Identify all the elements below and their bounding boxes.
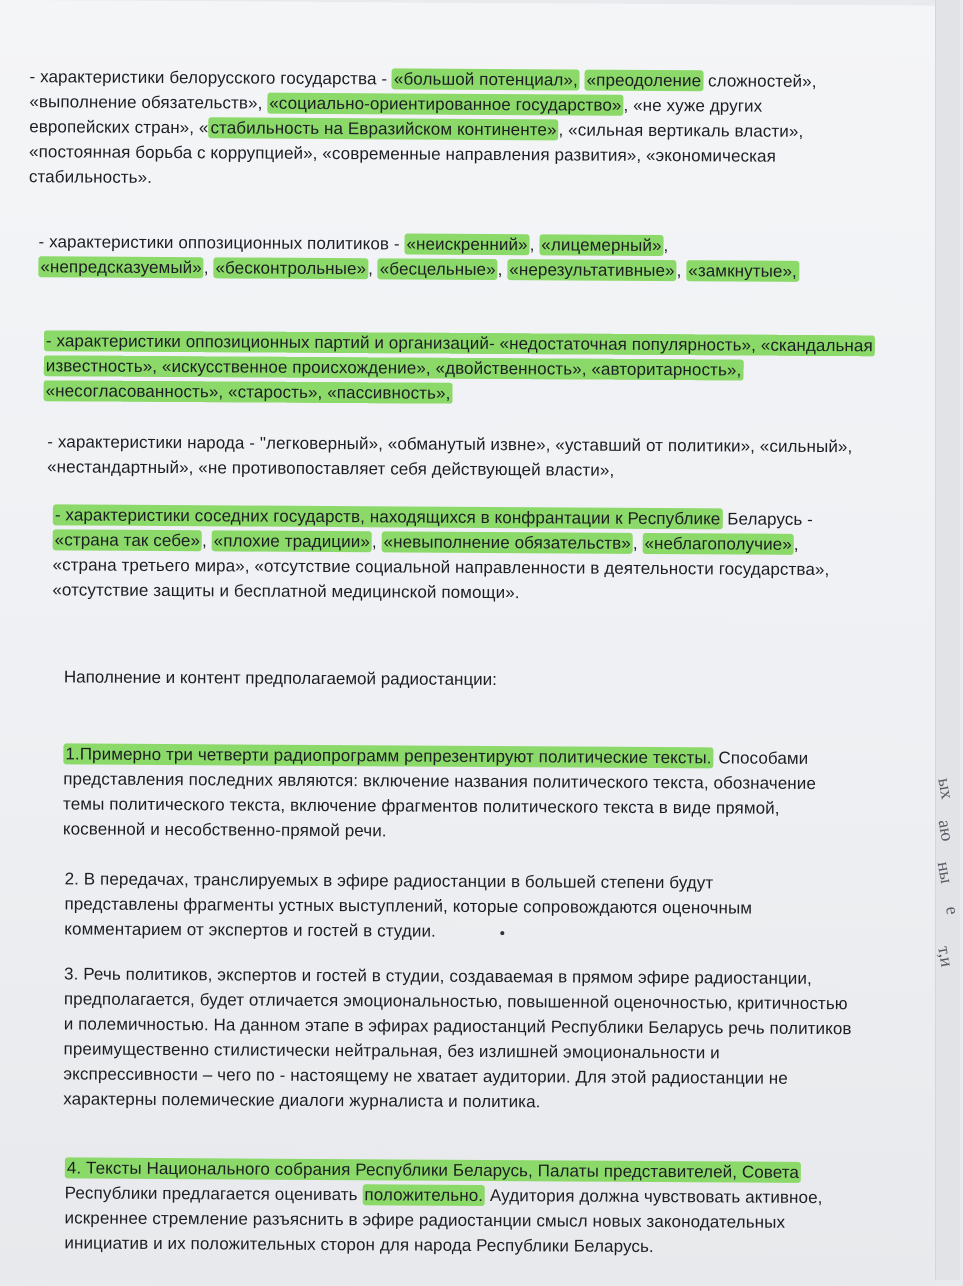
paragraph-opposition-politicians (38, 229, 828, 284)
highlighted-text: «социально-ориентированное государство» (267, 93, 623, 116)
paragraph-belarus-state (29, 64, 840, 194)
highlighted-text: «неискренний» (404, 233, 529, 255)
highlighted-text: «нерезультативные» (507, 259, 676, 281)
list-item-4 (64, 1155, 855, 1260)
body-text: , (529, 235, 540, 255)
section-heading: Наполнение и контент предполагаемой радиостанции: (63, 667, 497, 690)
body-text: , (203, 258, 214, 278)
paragraph-opposition-parties (44, 328, 874, 408)
highlighted-text: - характеристики соседних государств, находящихся в конфрантации к Республике (53, 504, 723, 529)
edge-text-fragment: е (941, 904, 963, 917)
body-text: , (368, 259, 378, 279)
highlighted-text: 1.Примерно три четверти радиопрограмм репрезентируют политические тексты. (63, 743, 713, 768)
body-text: Способами представления последних являются: включение названия политического текста, обозначение темы политического текста, включение фрагментов политического текста в виде прямой, косвенной и несобственно-прямой речи. (62, 748, 817, 841)
list-item-1 (63, 741, 844, 846)
body-text: Республики предлагается оценивать (64, 1183, 363, 1205)
body-text: , «сильная вертикаль власти», «постоянная борьба с коррупцией», «современные направления развития», «экономическая стабильность». (28, 120, 804, 187)
paragraph-neighbours (52, 502, 843, 607)
body-text: Аудитория должна чувствовать активное, искреннее стремление разъяснить в эфире радиостанции смысл новых законодательных инициатив и их положительных сторон для народа Республики Беларусь. (64, 1185, 823, 1257)
highlighted-text: - характеристики оппозиционных партий и организаций- «недостаточная популярность», «скандальная известность», «искусственное происхождение», «двойственность», «авторитарность», «несогласованность», «старость», «пассивность», (44, 330, 875, 403)
highlighted-text: «страна так себе» (53, 529, 202, 551)
edge-text-fragment: аю (934, 818, 958, 843)
list-item-2 (64, 866, 824, 946)
highlighted-text: стабильность на Евразийском континенте» (208, 117, 558, 140)
paragraph-people (47, 429, 877, 484)
body-text: , «страна третьего мира», «отсутствие социальной направленности в деятельности государства», «отсутствие защиты и бесплатной медицинской помощи». (52, 534, 830, 603)
highlighted-text: «плохие традиции» (212, 530, 372, 552)
body-text: , (632, 533, 643, 553)
body-text: - характеристики белорусского государства - (29, 67, 393, 89)
highlighted-text: «лицемерный» (539, 234, 663, 256)
body-text: 2. В передачах, транслируемых в эфире радиостанции в большей степени будут представлены фрагменты устных выступлений, которые сопровождаются оценочным комментарием от экспертов и гостей в студии. (64, 869, 753, 941)
body-text: 3. Речь политиков, экспертов и гостей в студии, создаваемая в прямом эфире радиостанции, предполагается, будет отличается эмоциональностью, повышенной оценочностью, критичностью и полемичностью. На данном этапе в эфирах радиостанций Республики Беларусь речь политиков преимущественно стилистически нейтральная, без излишней эмоциональности и экспрессивности – чего по - настоящему не хватает аудитории. Для этой радиостанции не характерны полемические диалоги журналиста и политика. (63, 964, 852, 1112)
highlighted-text: 4. Тексты Национального собрания Республики Беларусь, Палаты представителей, Совета (65, 1157, 801, 1182)
body-text: , (676, 261, 687, 281)
body-text: , (663, 236, 669, 256)
body-text: , «не хуже других европейских стран», « (29, 95, 763, 138)
edge-text-fragment: т,и (934, 944, 958, 969)
body-text: - характеристики оппозиционных политиков - (38, 232, 405, 254)
edge-text-fragment: ых (934, 776, 958, 801)
edge-text-fragment: ны (933, 859, 958, 885)
highlighted-text: «невыполнение обязательств» (382, 531, 633, 554)
highlighted-text: «замкнутые», (686, 260, 799, 282)
highlighted-text: «непредсказуемый» (38, 256, 204, 278)
adjacent-page-edge (933, 0, 963, 1280)
highlighted-text: «преодоление (585, 70, 704, 92)
highlighted-text: «бесконтрольные» (213, 257, 368, 279)
body-text: сложностей», «выполнение обязательств», (29, 71, 817, 113)
list-item-3 (63, 961, 854, 1116)
highlighted-text: «бесцельные» (378, 258, 498, 280)
highlighted-text: «большой потенциал», (392, 68, 580, 90)
body-text: Беларусь - (722, 509, 814, 529)
speck-mark (500, 931, 504, 935)
body-text: - характеристики народа - "легковерный», «обманутый извне», «уставший от политики», «сильный», «нестандартный», «не противопоставляет себя действующей власти», (47, 432, 853, 480)
highlighted-text: положительно. (362, 1184, 485, 1206)
highlighted-text: «неблагополучие» (642, 533, 793, 555)
body-text: , (371, 532, 382, 552)
body-text: , (202, 531, 212, 551)
body-text: , (497, 260, 508, 280)
